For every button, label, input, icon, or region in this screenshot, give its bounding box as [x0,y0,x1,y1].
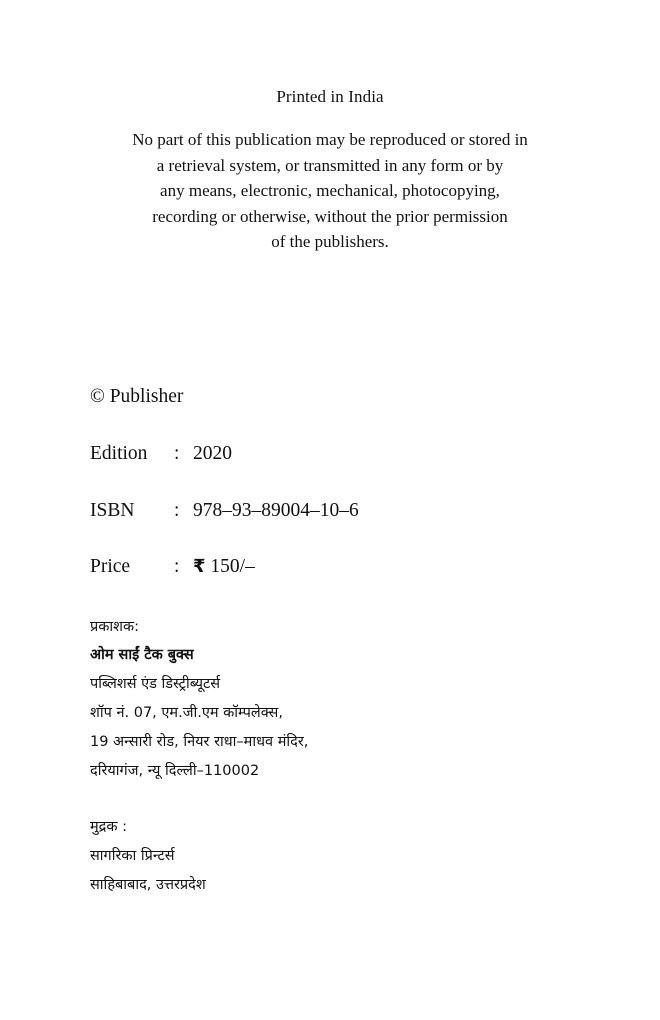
notice-line: of the publishers. [271,232,389,251]
publisher-label: प्रकाशक: [90,619,140,635]
notice-line: a retrieval system, or transmitted in any form or by [156,155,504,175]
edition-label: Edition [90,443,148,464]
notice-line: any means, electronic, mechanical, photocopying, [160,181,500,200]
price-value-wrap [193,556,255,578]
publisher-line: शॉप नं. 07, एम.जी.एम कॉम्पलेक्स, [90,705,283,721]
notice-line: recording or otherwise, without the prior permission [152,206,508,226]
printer-line: साहिबाबाद, उत्तरप्रदेश [90,877,206,893]
rupee-icon: ₹ [193,556,206,577]
publisher-name: ओम साईं टैक बुक्स [90,647,194,663]
isbn-row [90,500,359,522]
price-separator: : [174,556,180,577]
edition-row [90,443,232,465]
copyright-holder: © Publisher [90,386,184,407]
isbn-separator: : [174,500,180,521]
price-row [90,556,255,578]
publisher-line: दरियागंज, न्यू दिल्ली–110002 [90,763,260,779]
printer-label: मुद्रक : [90,819,128,835]
edition-separator: : [174,443,180,464]
printed-in-text: Printed in India [276,87,384,106]
isbn-value: 978–93–89004–10–6 [193,500,359,521]
printer-line: सागरिका प्रिन्टर्स [90,848,175,864]
copyright-notice [80,127,580,255]
edition-value: 2020 [193,443,232,464]
notice-line: No part of this publication may be reproduced or stored in [132,130,528,149]
isbn-label: ISBN [90,500,135,521]
publisher-line: पब्लिशर्स एंड डिस्ट्रीब्यूटर्स [90,676,221,692]
publisher-line: 19 अन्सारी रोड, नियर राधा–माधव मंदिर, [90,734,309,750]
price-label: Price [90,556,131,577]
price-value: 150/– [210,556,255,577]
